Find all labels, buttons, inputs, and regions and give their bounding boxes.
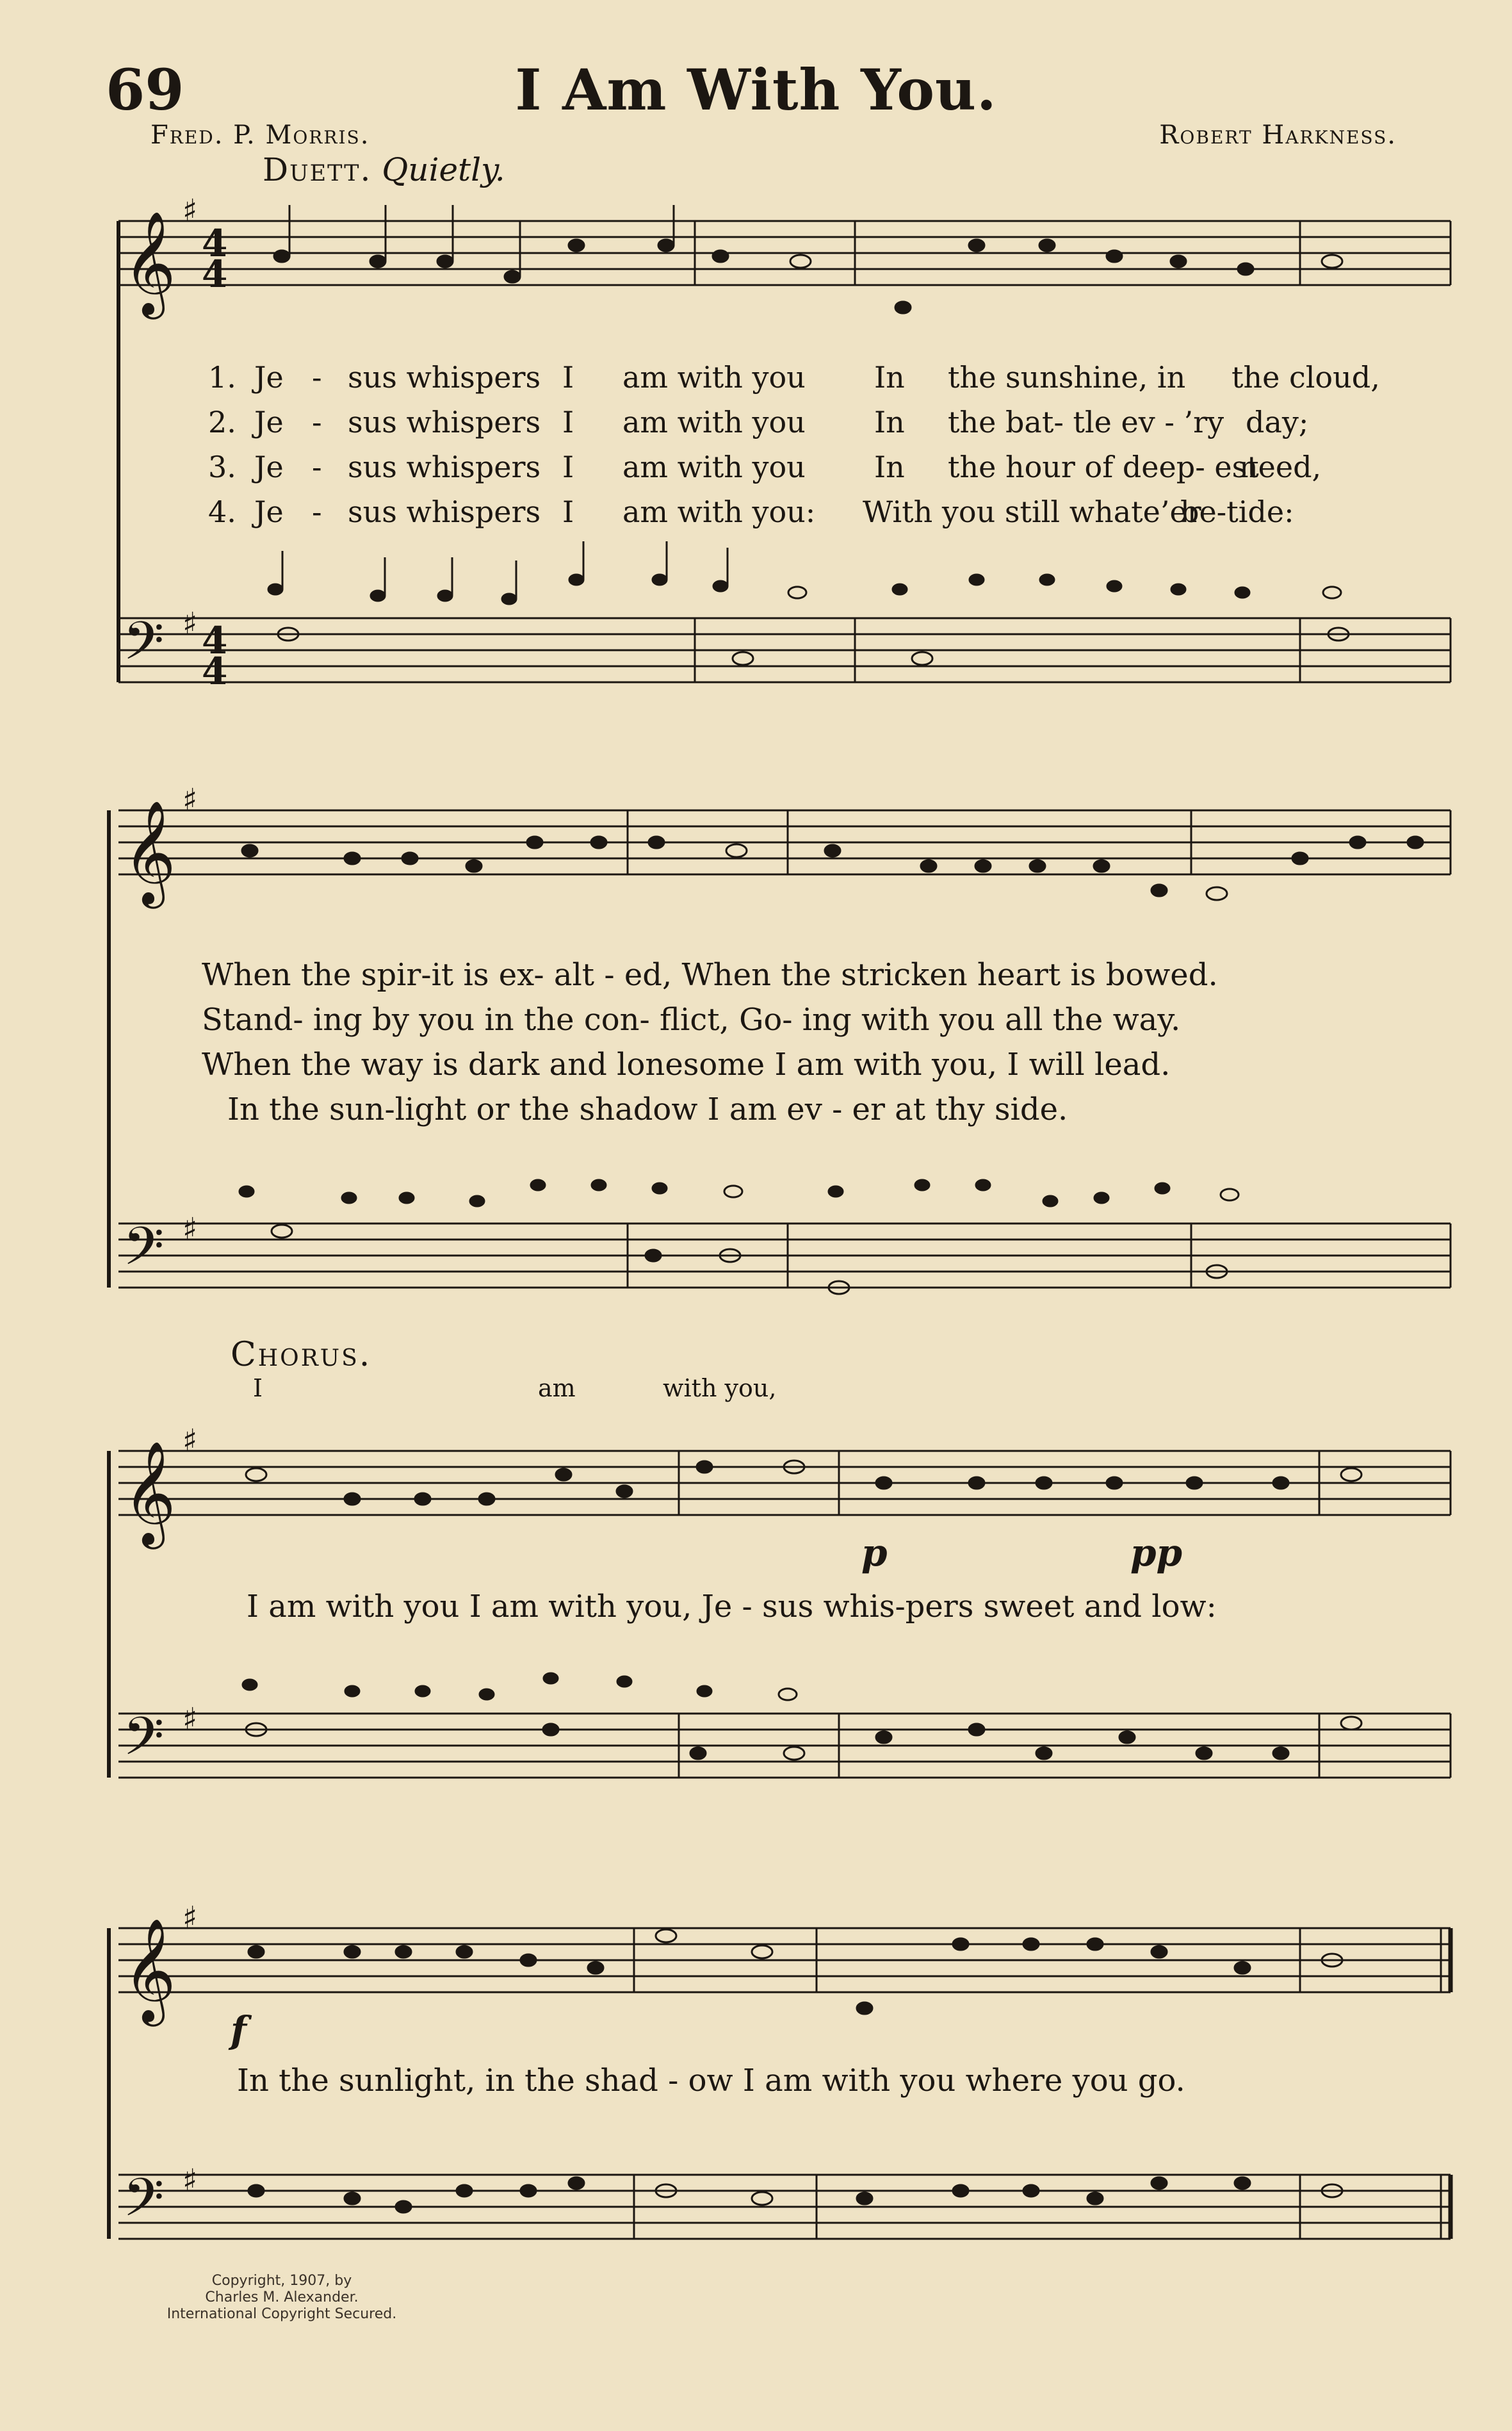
verse-cont-line-3: When the way is dark and lonesome I am with you, I will lead.	[202, 1047, 1171, 1083]
lyric-word: sus whispers	[348, 495, 541, 529]
lyric-word: sus whispers	[348, 450, 541, 484]
lyric-word: -	[312, 495, 322, 529]
svg-text:𝄢: 𝄢	[123, 1705, 165, 1780]
svg-text:𝄢: 𝄢	[123, 1215, 165, 1290]
svg-text:𝄢: 𝄢	[123, 2166, 165, 2241]
verse-number: 2.	[208, 405, 236, 439]
svg-text:♯: ♯	[183, 1900, 198, 1936]
chorus-cue-word: am	[538, 1374, 576, 1402]
lyric-word: With you still whate’er	[863, 495, 1201, 529]
lyric-word: -	[312, 450, 322, 484]
lyric-word: the bat- tle ev - ’ry	[948, 405, 1224, 439]
svg-text:𝄞: 𝄞	[123, 800, 176, 904]
bass-clef-icon: 𝄢	[123, 610, 165, 685]
svg-text:♯: ♯	[183, 2163, 198, 2198]
copyright-notice	[147, 2273, 416, 2323]
lyric-word: I	[562, 360, 574, 395]
hymn-title: I Am With You.	[515, 56, 997, 123]
svg-text:♯: ♯	[183, 606, 198, 642]
lyric-word: Je	[254, 495, 284, 529]
treble-staff-4	[118, 1928, 1451, 1992]
lyric-word: In	[874, 450, 905, 484]
dynamic-forte: f	[231, 2008, 247, 2052]
lyric-word: Je	[254, 405, 284, 439]
chorus-label: Chorus.	[231, 1336, 372, 1374]
lyric-word: be-tide:	[1180, 495, 1294, 529]
direction-label: Duett.	[263, 151, 372, 188]
svg-text:♯: ♯	[183, 1701, 198, 1737]
lyric-word: the cloud,	[1232, 360, 1380, 395]
copyright-line: Charles M. Alexander.	[205, 2289, 359, 2305]
dynamic-piano: p	[861, 1531, 888, 1575]
lyric-word: I	[562, 405, 574, 439]
treble-staff-2	[118, 810, 1451, 874]
lyricist-credit: Fred. P. Morris.	[150, 120, 370, 150]
dynamic-pianissimo: pp	[1130, 1531, 1183, 1575]
svg-text:♯: ♯	[183, 782, 198, 818]
svg-text:♯: ♯	[183, 1211, 198, 1247]
lyric-word: Je	[254, 360, 284, 395]
key-sharp-icon: ♯	[183, 193, 198, 229]
lyric-word: sus whispers	[348, 360, 541, 395]
lyric-word: In	[874, 360, 905, 395]
lyric-word: day;	[1246, 405, 1309, 439]
treble-staff-3	[118, 1451, 1451, 1515]
verse-number: 4.	[208, 495, 236, 529]
verse-cont-line-4: In the sun-light or the shadow I am ev - er at thy side.	[227, 1092, 1068, 1127]
copyright-line: Copyright, 1907, by	[211, 2273, 352, 2289]
verse-number: 3.	[208, 450, 236, 484]
lyric-word: am with you	[622, 450, 806, 484]
lyric-word: the sunshine, in	[948, 360, 1186, 395]
svg-text:4: 4	[202, 619, 228, 662]
time-sig-top: 4	[202, 222, 228, 265]
time-sig-bottom: 4	[202, 252, 228, 296]
chorus-line-1: I am with you I am with you, Je - sus whis-pers sweet and low:	[247, 1589, 1217, 1625]
svg-text:𝄞: 𝄞	[123, 1918, 176, 2022]
copyright-line: International Copyright Secured.	[167, 2306, 397, 2322]
lyric-word: need,	[1239, 450, 1322, 484]
lyric-word: sus whispers	[348, 405, 541, 439]
chorus-cue-word: I	[253, 1374, 263, 1402]
svg-text:♯: ♯	[183, 1423, 198, 1459]
lyric-word: -	[312, 360, 322, 395]
lyric-word: the hour of deep- est	[948, 450, 1259, 484]
lyric-word: Je	[254, 450, 284, 484]
treble-clef-icon: 𝄞	[123, 211, 176, 315]
verse-cont-line-2: Stand- ing by you in the con- flict, Go- ing with you all the way.	[202, 1002, 1181, 1038]
svg-text:𝄞: 𝄞	[123, 1441, 176, 1545]
lyric-word: am with you	[622, 360, 806, 395]
chorus-line-2: In the sunlight, in the shad - ow I am with you where you go.	[237, 2063, 1185, 2099]
lyric-word: am with you:	[622, 495, 816, 529]
hymn-number: 69	[106, 56, 184, 123]
lyric-word: I	[562, 450, 574, 484]
lyric-word: -	[312, 405, 322, 439]
lyric-word: am with you	[622, 405, 806, 439]
lyric-word: I	[562, 495, 574, 529]
treble-staff-1	[118, 221, 1451, 285]
composer-credit: Robert Harkness.	[1159, 120, 1397, 150]
verse-cont-line-1: When the spir-it is ex- alt - ed, When the stricken heart is bowed.	[202, 957, 1218, 993]
lyric-word: In	[874, 405, 905, 439]
chorus-cue-word: with you,	[663, 1374, 777, 1402]
verse-number: 1.	[208, 360, 236, 395]
tempo-marking: Quietly.	[382, 151, 505, 188]
svg-text:4: 4	[202, 650, 228, 693]
